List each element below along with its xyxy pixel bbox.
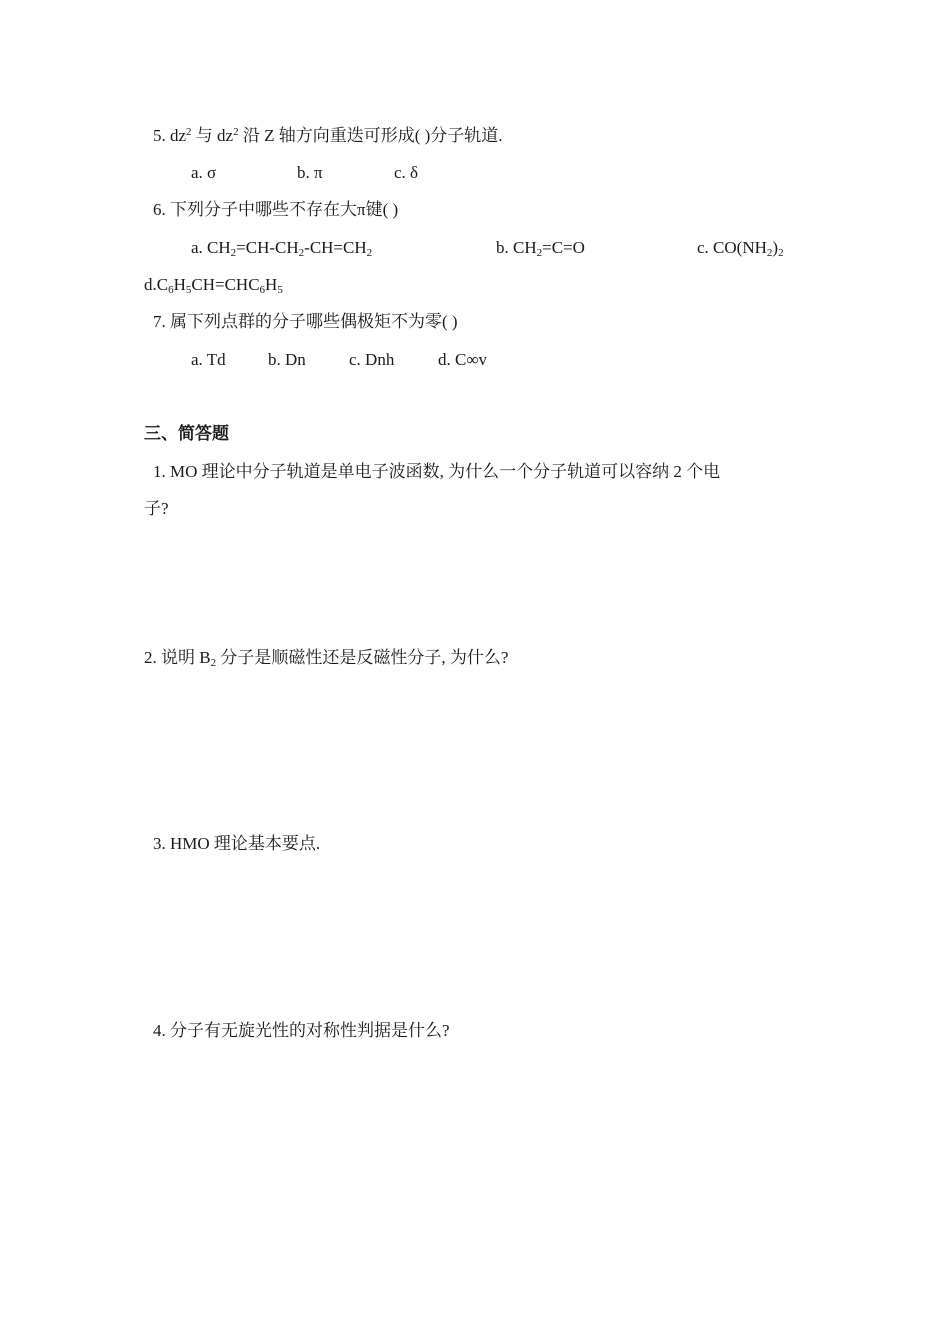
q7-option-a: a. Td — [191, 350, 226, 369]
q7-option-b: b. Dn — [268, 350, 306, 369]
q6-option-d: $d.C_6H_5CH=CHC_6H_5$ — [144, 275, 283, 296]
q6-option-a: a. $CH_2=CH-CH_2-CH=CH_2$ — [191, 238, 373, 259]
q5-option-a: a. σ — [191, 163, 217, 182]
q6-option-c: c. $CO(NH_2)_2$ — [697, 238, 784, 259]
short-answer-1-line2: 子? — [144, 499, 169, 518]
section-heading: 三、简答题 — [144, 424, 229, 444]
short-answer-2: 2. 说明 $B_2$ 分子是顺磁性还是反磁性分子, 为什么? — [144, 648, 509, 669]
q5-option-c: c. δ — [394, 163, 419, 182]
q7-option-c: c. Dnh — [349, 350, 395, 369]
question-6: 6. 下列分子中哪些不存在大π键( ) — [153, 200, 399, 219]
question-5: 5. $dz^2$ 与 $dz^2$ 沿 Z 轴方向重迭可形成( )分子轨道. — [153, 126, 503, 145]
q7-option-d: d. C∞v — [438, 350, 487, 369]
question-7: 7. 属下列点群的分子哪些偶极矩不为零( ) — [153, 312, 458, 331]
short-answer-3: 3. HMO 理论基本要点. — [153, 834, 321, 853]
short-answer-1-line1: 1. MO 理论中分子轨道是单电子波函数, 为什么一个分子轨道可以容纳 2 个电 — [153, 462, 721, 481]
q6-option-b: b. $CH_2=C=O$ — [496, 238, 585, 259]
q5-option-b: b. π — [297, 163, 323, 182]
short-answer-4: 4. 分子有无旋光性的对称性判据是什么? — [153, 1021, 450, 1040]
